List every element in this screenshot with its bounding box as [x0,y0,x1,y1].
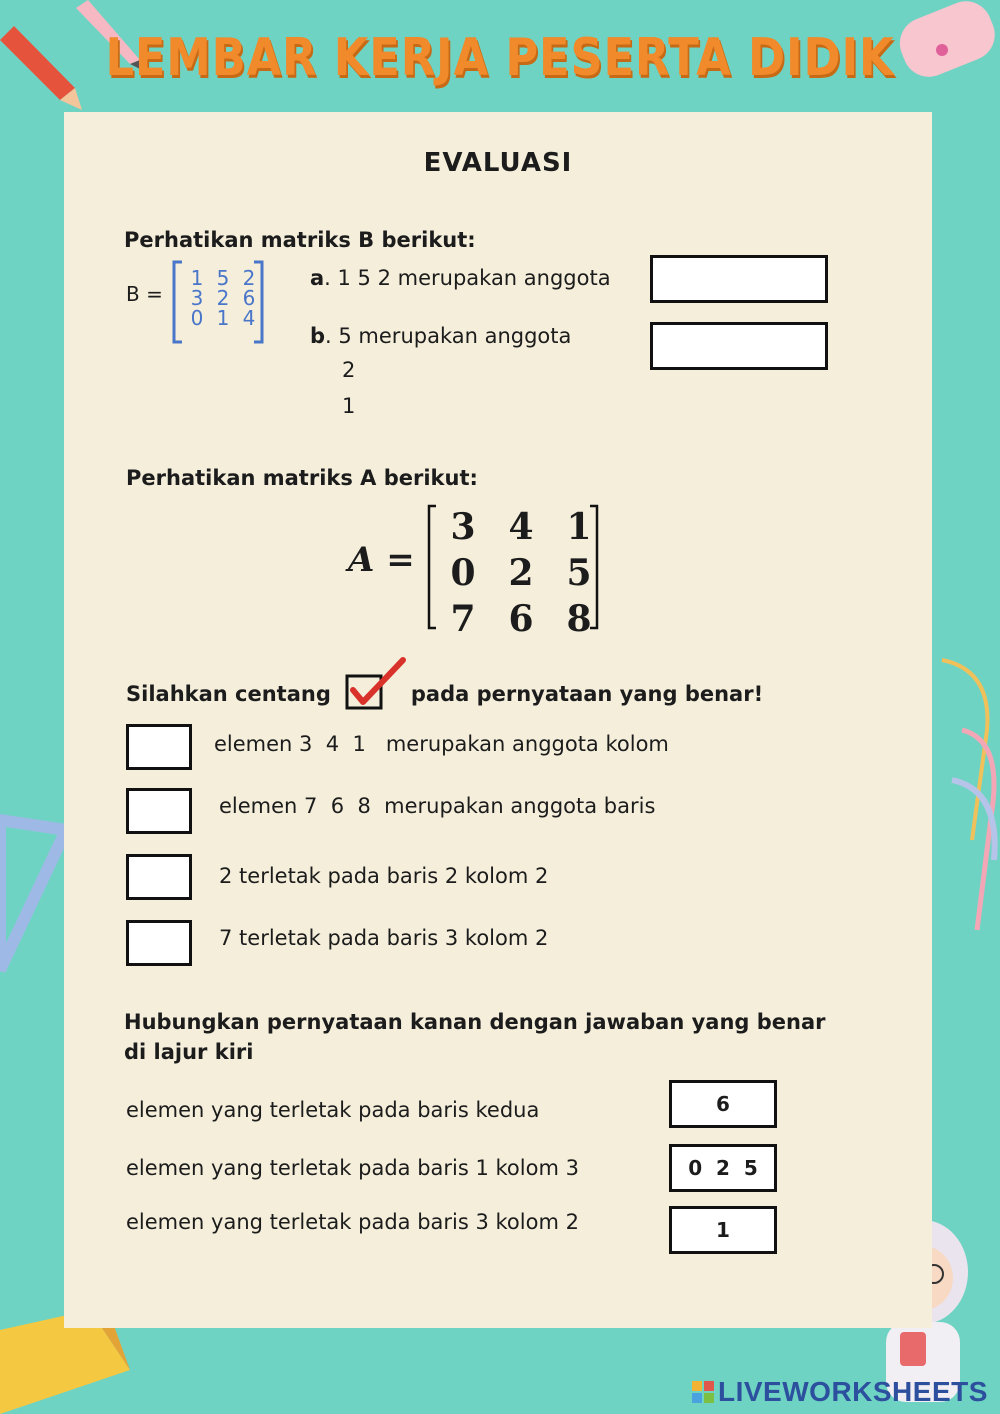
matrix-a-cell: 7 [450,598,476,640]
matrix-b-cell: 2 [242,266,256,290]
checklist-item-1-text: elemen 3 4 1 merupakan anggota kolom [214,732,669,756]
checklist-item-4-text: 7 terletak pada baris 3 kolom 2 [219,926,549,950]
question-a-text: . 1 5 2 merupakan anggota [324,266,611,290]
checkbox-item-3[interactable] [126,854,192,900]
matrix-a-cell: 3 [450,506,476,548]
matching-heading-line1: Hubungkan pernyataan kanan dengan jawaban yang benar [124,1010,826,1034]
matrix-a-heading: Perhatikan matriks A berikut: [126,466,478,490]
matching-answer-2[interactable]: 0 2 5 [669,1144,777,1192]
paperclip-decoration-icon [932,640,1000,960]
checkmark-example-icon [343,654,409,712]
matrix-b-label: B = [126,282,163,306]
matrix-a-cell: 1 [566,506,592,548]
matrix-b-heading: Perhatikan matriks B berikut: [124,228,476,252]
matching-statement-3: elemen yang terletak pada baris 3 kolom 2 [126,1210,579,1234]
worksheet-paper [64,112,932,1328]
matching-heading-line2: di lajur kiri [124,1040,254,1064]
matrix-a [348,500,608,640]
matrix-a-cell: 4 [508,506,534,548]
checklist-item-3-text: 2 terletak pada baris 2 kolom 2 [219,864,549,888]
checklist-instruction [126,676,763,712]
question-a [310,266,611,290]
question-b [310,324,571,348]
matrix-b-right-bracket-icon [252,260,266,344]
matrix-a-cell: 2 [508,552,534,594]
matrix-a-label: A = [348,540,415,580]
matrix-a-cell: 0 [450,552,476,594]
answer-b-input[interactable] [650,322,828,370]
page-title: LEMBAR KERJA PESERTA DIDIK [105,28,895,88]
answer-a-input[interactable] [650,255,828,303]
matrix-b-grid [184,268,262,328]
question-b-column-3: 1 [342,394,356,418]
matching-statement-1: elemen yang terletak pada baris kedua [126,1098,540,1122]
checkbox-item-2[interactable] [126,788,192,834]
matrix-b-cell: 6 [242,286,256,310]
matrix-b-left-bracket-icon [170,260,184,344]
question-b-letter: b [310,324,326,348]
question-b-text: . 5 merupakan anggota [325,324,572,348]
matrix-b-cell: 4 [242,306,256,330]
matching-statement-2: elemen yang terletak pada baris 1 kolom 3 [126,1156,579,1180]
matrix-b-cell: 1 [216,306,230,330]
section-title: EVALUASI [423,148,573,178]
matrix-b-cell: 1 [190,266,204,290]
checkbox-item-1[interactable] [126,724,192,770]
checklist-item-2-text: elemen 7 6 8 merupakan anggota baris [219,794,656,818]
matching-answer-1[interactable]: 6 [669,1080,777,1128]
matrix-b-cell: 3 [190,286,204,310]
matrix-b [170,260,266,344]
matrix-a-cell: 8 [566,598,592,640]
matrix-a-grid [434,504,608,642]
ruler-triangle-decoration-icon [0,800,70,990]
question-b-column-2: 2 [342,358,356,382]
checkbox-item-4[interactable] [126,920,192,966]
liveworksheets-brand-text: LIVEWORKSHEETS [718,1376,988,1407]
matrix-b-cell: 5 [216,266,230,290]
checklist-instruction-left: Silahkan centang [126,682,331,706]
matching-answer-3[interactable]: 1 [669,1206,777,1254]
liveworksheets-logo-icon [692,1381,714,1403]
matrix-b-cell: 2 [216,286,230,310]
matrix-b-cell: 0 [190,306,204,330]
checklist-instruction-right: pada pernyataan yang benar! [410,682,764,706]
matrix-a-cell: 5 [566,552,592,594]
liveworksheets-logo [692,1376,988,1408]
matrix-a-cell: 6 [508,598,534,640]
question-a-letter: a [310,266,325,290]
matrix-a-right-bracket-icon [588,504,600,630]
